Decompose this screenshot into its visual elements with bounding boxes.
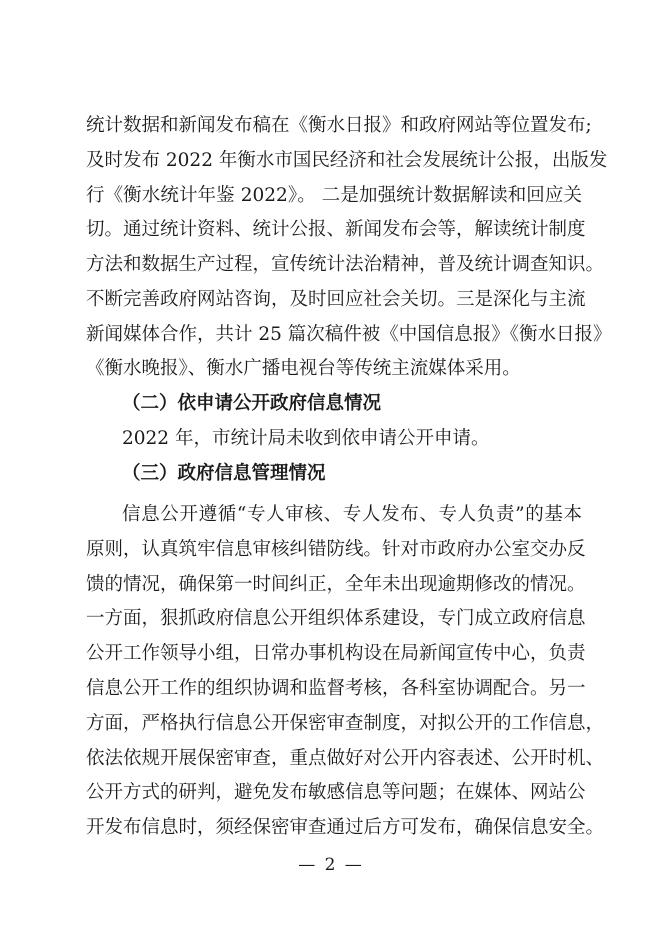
paragraph-line: 馈的情况，确保第一时间纠正，全年未出现逾期修改的情况。 bbox=[86, 574, 586, 595]
paragraph-line: 2022 年，市统计局未收到依申请公开申请。 bbox=[122, 428, 490, 449]
paragraph-line: 原则，认真筑牢信息审核纠错防线。针对市政府办公室交办反 bbox=[86, 539, 586, 560]
paragraph-line: 新闻媒体合作，共计 25 篇次稿件被《中国信息报》《衡水日报》 bbox=[86, 324, 612, 345]
paragraph-line: 信息公开遵循“专人审核、专人发布、专人负责”的基本 bbox=[122, 504, 582, 525]
paragraph-line: 一方面，狠抓政府信息公开组织体系建设，专门成立政府信息 bbox=[86, 608, 586, 629]
paragraph-line: 不断完善政府网站咨询，及时回应社会关切。三是深化与主流 bbox=[86, 289, 586, 310]
paragraph-line: 信息公开工作的组织协调和监督考核，各科室协调配合。另一 bbox=[86, 678, 586, 699]
paragraph-line: 行《衡水统计年鉴 2022》。 二是加强统计数据解读和回应关 bbox=[86, 185, 582, 206]
paragraph-line: 方面，严格执行信息公开保密审查制度，对拟公开的工作信息， bbox=[86, 713, 605, 734]
paragraph-line: 公开工作领导小组，日常办事机构设在局新闻宣传中心，负责 bbox=[86, 643, 586, 664]
paragraph-line: 《衡水晚报》、衡水广播电视台等传统主流媒体采用。 bbox=[86, 358, 521, 379]
page-number: — 2 — bbox=[298, 855, 364, 875]
section-heading-2: （二）依申请公开政府信息情况 bbox=[122, 393, 382, 414]
paragraph-line: 及时发布 2022 年衡水市国民经济和社会发展统计公报，出版发 bbox=[86, 150, 608, 171]
paragraph-line: 公开方式的研判，避免发布敏感信息等问题；在媒体、网站公 bbox=[86, 782, 586, 803]
paragraph-line: 依法依规开展保密审查，重点做好对公开内容表述、公开时机、 bbox=[86, 748, 605, 769]
section-heading-3: （三）政府信息管理情况 bbox=[122, 463, 326, 484]
paragraph-line: 方法和数据生产过程，宣传统计法治精神，普及统计调查知识。 bbox=[86, 254, 605, 275]
paragraph-line: 切。通过统计资料、统计公报、新闻发布会等，解读统计制度 bbox=[86, 219, 586, 240]
paragraph-line: 统计数据和新闻发布稿在《衡水日报》和政府网站等位置发布; bbox=[86, 115, 592, 136]
paragraph-line: 开发布信息时，须经保密审查通过后方可发布，确保信息安全。 bbox=[86, 817, 605, 838]
